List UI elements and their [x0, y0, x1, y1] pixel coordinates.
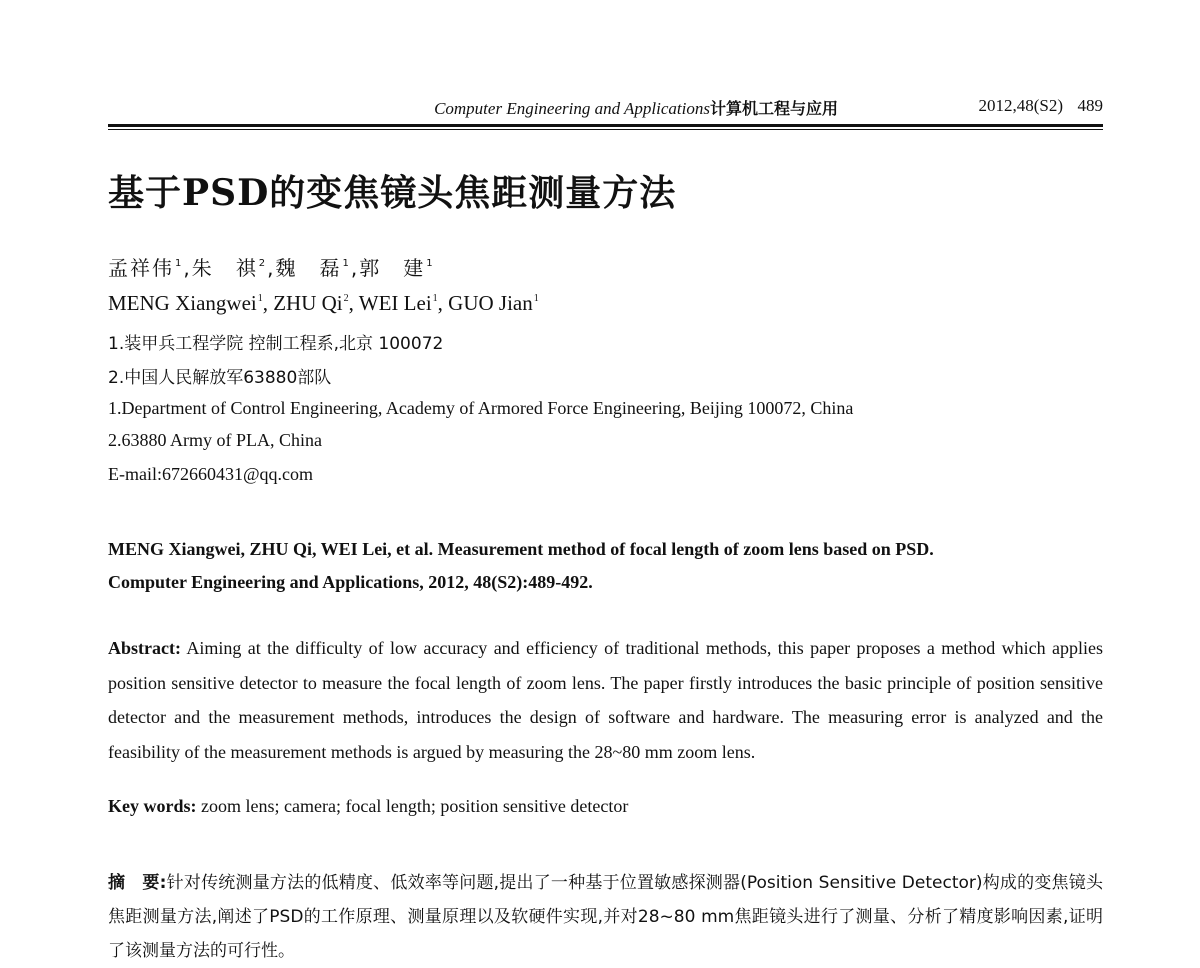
authors-english: MENG Xiangwei$^1$, ZHU Qi$^2$, WEI Lei$^1$, GUO Jian$^1$ — [108, 291, 539, 315]
affiliation-zh-2: 2.中国人民解放军63880部队 — [108, 368, 332, 388]
abstract-zh — [108, 866, 1103, 968]
affiliation-en-2: 2.63880 Army of PLA, China — [108, 430, 322, 450]
citation-line: Computer Engineering and Applications, 2012, 48(S2):489-492. — [108, 572, 593, 592]
author-affiliation-mark: 1 — [257, 293, 263, 304]
author-name: 魏 磊 — [275, 256, 342, 280]
page-number: 489 — [1077, 96, 1103, 115]
author-name: 朱 祺 — [191, 256, 258, 280]
abstract-label: Abstract: — [108, 638, 181, 658]
author-name: 孟祥伟 — [108, 256, 174, 280]
journal-name-en: Computer Engineering and Applications — [434, 99, 710, 118]
keywords — [108, 796, 628, 817]
author-affiliation-mark: 1 — [426, 258, 435, 269]
abstract-zh-text: 针对传统测量方法的低精度、低效率等问题,提出了一种基于位置敏感探测器(Position Sensitive Detector)构成的变焦镜头焦距测量方法,阐述了PSD的工作原理、测量原理以及软硬件实现,并对28~80 mm焦距镜头进行了测量、分析了精度影响因素,证明了该测量方法的可行性。 — [108, 873, 1103, 961]
affiliation-en-1: 1.Department of Control Engineering, Academy of Armored Force Engineering, Beijing 100072, China — [108, 398, 854, 418]
author-name: MENG Xiangwei — [108, 291, 257, 315]
journal-name — [434, 96, 838, 119]
header-rule-thin — [108, 129, 1103, 130]
author-affiliation-mark: 1 — [533, 293, 539, 304]
author-name: 郭 建 — [359, 256, 426, 280]
citation-line: MENG Xiangwei, ZHU Qi, WEI Lei, et al. Measurement method of focal length of zoom lens based on PSD. — [108, 539, 934, 559]
author-email: E-mail:672660431@qq.com — [108, 464, 314, 484]
author-affiliation-mark: 1 — [175, 258, 184, 269]
author-affiliation-mark: 1 — [342, 258, 351, 269]
author-affiliation-mark: 1 — [432, 293, 438, 304]
header-rule-thick — [108, 124, 1103, 127]
author-affiliation-mark: 2 — [258, 258, 268, 269]
abstract-text: Aiming at the difficulty of low accuracy and efficiency of traditional methods, this paper proposes a method which applies position sensitive detector to measure the focal length of zoom lens. The paper firstly introduces the basic principle of position sensitive detector and the measurement methods, introduces the design of software and hardware. The measuring error is analyzed and the feasibility of the measurement methods is argued by measuring the 28~80 mm zoom lens. — [108, 638, 1103, 762]
paper-title: 基于PSD的变焦镜头焦距测量方法 — [108, 172, 677, 214]
keywords-label: Key words: — [108, 796, 197, 816]
affiliation-zh-1: 1.装甲兵工程学院 控制工程系,北京 100072 — [108, 334, 444, 354]
journal-name-zh: 计算机工程与应用 — [709, 99, 838, 118]
author-name: ZHU Qi — [273, 291, 343, 315]
issue-number: 2012,48(S2) — [978, 96, 1063, 115]
keywords-text: zoom lens; camera; focal length; position sensitive detector — [201, 796, 629, 816]
author-name: WEI Lei — [358, 291, 432, 315]
abstract-zh-label: 摘 要: — [108, 873, 167, 893]
author-name: GUO Jian — [448, 291, 533, 315]
author-affiliation-mark: 2 — [343, 293, 349, 304]
citation-block — [108, 533, 1103, 599]
running-header — [108, 96, 1103, 124]
abstract-en — [108, 631, 1103, 769]
authors-chinese: 孟祥伟$^1$,朱 祺$^2$,魏 磊$^1$,郭 建$^1$ — [108, 256, 435, 280]
